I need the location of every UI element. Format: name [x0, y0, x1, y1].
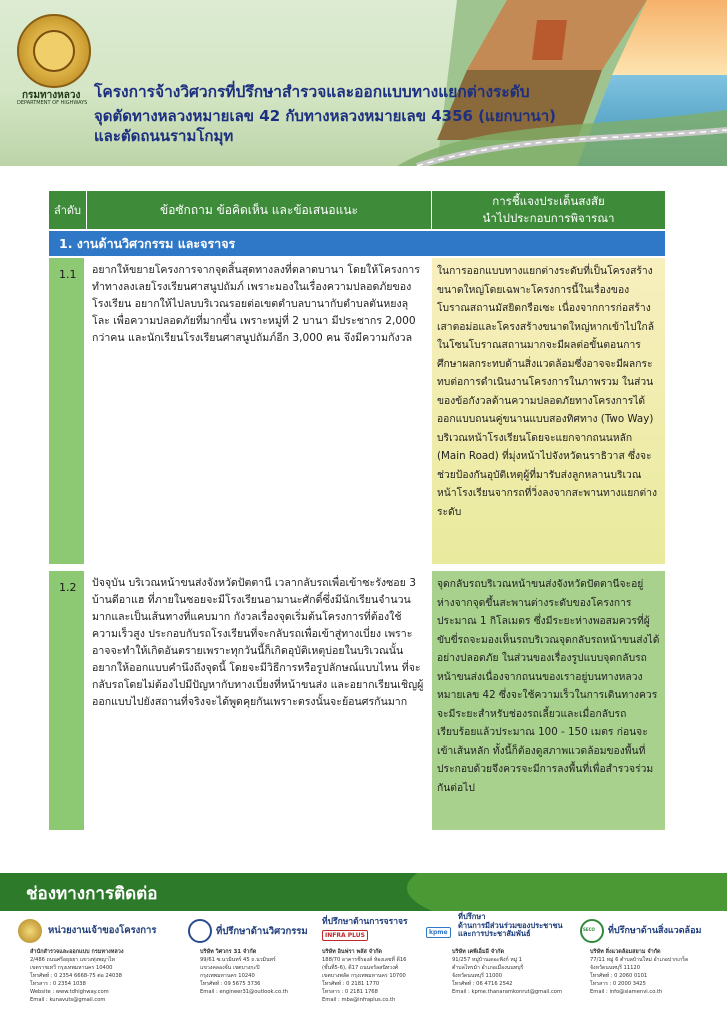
detail-line: จังหวัดนนทบุรี 11120 [590, 965, 641, 971]
contact-pp-head-line1: ที่ปรึกษา [458, 912, 486, 921]
infraplus-logo: INFRA PLUS [322, 930, 368, 941]
detail-line: กรุงเทพมหานคร 10240 [200, 973, 255, 979]
seal-emblem-icon [33, 30, 75, 72]
section-title: 1. งานด้านวิศวกรรม และจราจร [49, 231, 665, 256]
detail-line: (ชั้นที่5-6), ดี17 ถนนจรัลสนิทวงศ์ [322, 965, 399, 971]
contact-pp-head [458, 913, 563, 939]
project-title-line3: และตัดถนนรามโกมุท [94, 127, 234, 145]
detail-line: 91/257 หมู่บ้านเดอะพิงก์ หมู่ 1 [452, 957, 523, 963]
contact-owner-company: สำนักสำรวจและออกแบบ กรมทางหลวง [30, 949, 124, 955]
column-header-answer-line2: นำไปประกอบการพิจารณา [482, 211, 615, 225]
row-number: 1.2 [49, 571, 84, 830]
contact-traffic-head: ที่ปรึกษาด้านการจราจร [322, 917, 408, 927]
contact-environment-company: บริษัท สิ่งแวดล้อมสยาม จำกัด [590, 949, 661, 955]
contact-engineering [188, 911, 316, 1024]
contact-pp-head-line3: และการประชาสัมพันธ์ [458, 929, 531, 938]
kpme-logo: kpme [426, 927, 451, 938]
project-title-line2: จุดตัดทางหลวงหมายเลข 42 กับทางหลวงหมายเลข 4356 (แยกบานา) [94, 107, 557, 125]
detail-line: โทรศัพท์ : 0 2060 0101 [590, 973, 648, 979]
contact-public-participation [424, 911, 574, 1024]
contact-environment-head: ที่ปรึกษาด้านสิ่งแวดล้อม [608, 926, 702, 936]
email-link[interactable]: Email : info@siamenvi.co.th [590, 989, 663, 995]
detail-line: ตำบลไทรม้า อำเภอเมืองนนทบุรี [452, 965, 524, 971]
detail-line: โทรสาร : 0 2000 3425 [590, 981, 646, 987]
contact-owner-details [30, 956, 122, 1004]
page-header [0, 0, 727, 166]
detail-line: จังหวัดนนทบุรี 11000 [452, 973, 503, 979]
contact-pp-head-line2: ด้านการมีส่วนร่วมของประชาชน [458, 920, 563, 930]
contact-title: ช่องทางการติดต่อ [26, 884, 158, 904]
detail-line: โทรศัพท์ : 0 2181 1770 [322, 981, 380, 987]
email-link[interactable]: Email : engineer31@outlook.co.th [200, 989, 289, 995]
contact-banner [0, 873, 727, 911]
detail-line: แขวงคลองจั่น เขตบางกะปิ [200, 965, 260, 971]
row-question: อยากให้ขยายโครงการจากจุดสิ้นสุดทางลงที่ตลาดบานา โดยให้โครงการทำทางลงเลยโรงเรียนศาสนูปถัมภ์ เพราะมองในเรื่องความปลอดภัยของโรงเรียน อยากให้ไปลบบริเวณรอยต่อเขตตำบลบานากับตำบลตันหยงลุโละ เพื่อความปลอดภัยที่มากขึ้น เพราะหมู่ที่ 2 บานา มีประชากร 2,000 กว่าคน และนักเรียนโรงเรียนศาสนูปถัมภ์อีก 3,000 คน จึงมีความกังวล [86, 258, 430, 564]
email-link[interactable]: Email : kunavuts@gmail.com [30, 997, 106, 1003]
column-header-answer [432, 191, 665, 229]
contact-environment [580, 911, 724, 1024]
row-question: ปัจจุบัน บริเวณหน้าขนส่งจังหวัดปัตตานี เวลากลับรถเพื่อเข้าซะรังซอย 3 บ้านดีอาแฮ ที่ภายในซอยจะมีโรงเรียนอามานะศักดิ์ซึ่งมีนักเรียนจำนวนมากและเป็นเส้นทางที่แคบมาก กังวลเรื่องจุดเริ่มต้นโครงการที่ต้องใช้ความเร็วสูง ประกอบกับรถโรงเรียนที่จะกลับรถเพื่อเข้าสู่ทางเบี่ยง เพราะอาจจะทำให้เกิดอันตรายเพราะทุกวันนี้ก็เกิดอุบัติเหตุบ่อยในบริเวณนั้น อยากให้ออกแบบคำนึงถึงจุดนี้ โดยจะมีวิธีการหรือรูปลักษณ์แบบไหน ที่จะกลับรถโดยไม่ต้องไปมีปัญหากับทางเบี่ยงที่หน้าขนส่ง และอยากเรียนเชิญผู้ออกแบบไปยังสถานที่จริงจะได้พูดคุยกันเพราะตรงนั้นจะย้อนศรกันมาก [86, 571, 430, 830]
website-link[interactable]: Website : www.tdhighway.com [30, 989, 109, 995]
contact-traffic-company: บริษัท อินฟรา พลัส จำกัด [322, 949, 383, 955]
contact-pp-details [452, 956, 562, 996]
engineer31-logo-icon [188, 919, 212, 943]
detail-line: 99/61 ซ.นวมินทร์ 45 ถ.นวมินทร์ [200, 957, 276, 963]
logo-caption: กรมทางหลวง [22, 90, 81, 101]
detail-line: 77/11 หมู่ 6 ตำบลบ้านใหม่ อำเภอปากเกร็ด [590, 957, 689, 963]
table-header [49, 191, 665, 229]
contact-traffic [318, 911, 430, 1024]
contact-engineering-company: บริษัท วิศวกร 31 จำกัด [200, 949, 257, 955]
detail-line: โทรศัพท์ : 0 2354 6668-75 ต่อ 24038 [30, 973, 122, 979]
banner-swoosh-decoration [407, 873, 727, 911]
email-link[interactable]: Email : mba@infraplus.co.th [322, 997, 396, 1003]
row-answer: ในการออกแบบทางแยกต่างระดับที่เป็นโครงสร้างขนาดใหญ่โดยเฉพาะโครงการนี้ในเรื่องของโบราณสถานมัสยิดกรือเซะ เนื่องจากการก่อสร้างเสาตอม่อและโครงสร้างขนาดใหญ่หากเข้าไปใกล้ในโซนโบราณสถานมากจะมีผลต่อขั้นตอนการศึกษาผลกระทบด้านสิ่งแวดล้อมซึ่งอาจจะมีผลกระทบต่อการดำเนินงานโครงการในภาพรวม ในส่วนของข้อกังวลด้านความปลอดภัยทางโครงการได้ออกแบบถนนคู่ขนานแบบสองทิศทาง (Two Way) บริเวณหน้าโรงเรียนโดยจะแยกจากถนนหลัก (Main Road) ที่มุ่งหน้าไปจังหวัดนราธิวาส ซึ่งจะช่วยป้องกันอุบัติเหตุผู้ที่มารับส่งลูกหลานบริเวณหน้าโรงเรียนจากรถที่วิ่งลงจากสะพานทางแยกต่างระดับ [432, 258, 665, 564]
row-number: 1.1 [49, 258, 84, 564]
department-seal-logo [17, 14, 91, 88]
email-link[interactable]: Email : kpme.thanaramkonrut@gmail.com [452, 989, 563, 995]
detail-line: โทรศัพท์ : 06 4716 2542 [452, 981, 513, 987]
detail-line: โทรสาร : 0 2181 1768 [322, 989, 378, 995]
detail-line: เขตบางพลัด กรุงเทพมหานคร 10700 [322, 973, 406, 979]
seco-logo-text: SECO [583, 927, 595, 932]
detail-line: โทรศัพท์ : 09 5675 3736 [200, 981, 261, 987]
contact-owner-head: หน่วยงานเจ้าของโครงการ [48, 925, 157, 936]
column-header-answer-line1: การชี้แจงประเด็นสงสัย [492, 194, 605, 208]
detail-line: 2/486 ถนนศรีอยุธยา แขวงทุ่งพญาไท [30, 957, 115, 963]
detail-line: โทรสาร : 0 2354 1038 [30, 981, 86, 987]
detail-line: เขตราชเทวี กรุงเทพมหานคร 10400 [30, 965, 113, 971]
contact-pp-company: บริษัท เคพีเอ็มอี จำกัด [452, 949, 505, 955]
detail-line: 188/70 อาคารชีรองส์ ห้องเลขที่ ดี16 [322, 957, 407, 963]
logo-caption-en: DEPARTMENT OF HIGHWAYS [17, 100, 88, 106]
column-header-no: ลำดับ [49, 191, 86, 229]
contact-engineering-head: ที่ปรึกษาด้านวิศวกรรม [216, 926, 308, 937]
department-seal-icon [18, 919, 42, 943]
project-title-line1: โครงการจ้างวิศวกรที่ปรึกษาสำรวจและออกแบบทางแยกต่างระดับ [94, 83, 530, 101]
contact-traffic-details [322, 956, 406, 1004]
column-header-question: ข้อซักถาม ข้อคิดเห็น และข้อเสนอแนะ [87, 191, 431, 229]
contact-engineering-details [200, 956, 288, 996]
contact-footer [0, 911, 727, 1024]
contact-environment-details [590, 956, 688, 996]
row-answer: จุดกลับรถบริเวณหน้าขนส่งจังหวัดปัตตานีจะอยู่ห่างจากจุดขึ้นสะพานต่างระดับของโครงการประมาณ 1 กิโลเมตร ซึ่งมีระยะห่างพอสมควรที่ผู้ขับขี่รถจะมองเห็นรถบริเวณจุดกลับรถหน้าขนส่งได้อย่างปลอดภัย ในส่วนของเรื่องรูปแบบจุดกลับรถหน้าขนส่งเนื่องจากถนนของเราอยู่บนทางหลวงหมายเลข 42 ซึ่งจะใช้ความเร็วในการเดินทางควรจะมีระยะสำหรับช่องรถเลี้ยวและเมื่อกลับรถเรียบร้อยแล้วประมาณ 100 - 150 เมตร ก่อนจะเข้าเส้นหลัก ทั้งนี้ก็ต้องดูสภาพแวดล้อมของพื้นที่ประกอบด้วยจึงควรจะมีการลงพื้นที่เพื่อสำรวจร่วมกันต่อไป [432, 571, 665, 830]
contact-owner [18, 911, 168, 1024]
